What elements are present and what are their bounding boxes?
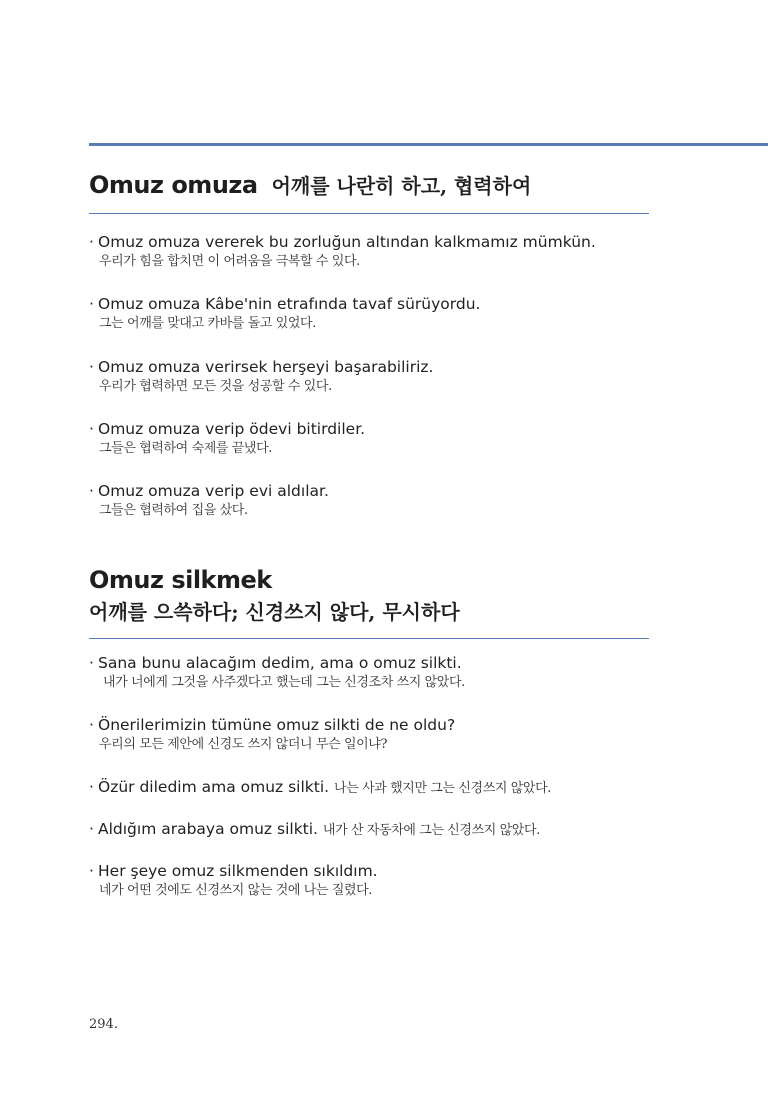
- idiom-meaning: 어깨를 으쓱하다; 신경쓰지 않다, 무시하다: [89, 600, 460, 624]
- example-korean: 네가 어떤 것에도 신경쓰지 않는 것에 나는 질렸다.: [99, 883, 373, 898]
- bullet: ·: [89, 295, 94, 313]
- bullet: ·: [89, 716, 94, 734]
- example-item: [89, 357, 649, 419]
- example-turkish: · Omuz omuza verirsek herşeyi başarabiliriz.: [89, 358, 434, 376]
- example-korean: 그는 어깨를 맞대고 카바를 돌고 있었다.: [99, 316, 316, 331]
- example-item: [89, 819, 649, 861]
- example-turkish: · Sana bunu alacağım dedim, ama o omuz silkti.: [89, 654, 462, 672]
- example-korean: 그들은 협력하여 숙제를 끝냈다.: [99, 441, 272, 456]
- example-korean: 내가 너에게 그것을 사주겠다고 했는데 그는 신경조차 쓰지 않았다.: [103, 675, 465, 690]
- example-item: [89, 294, 649, 357]
- example-turkish: · Omuz omuza vererek bu zorluğun altından kalkmamız mümkün.: [89, 233, 596, 251]
- heading-rule: [89, 638, 649, 639]
- example-turkish: · Omuz omuza verip ödevi bitirdiler.: [89, 420, 366, 438]
- section-heading: [89, 170, 649, 204]
- heading-rule: [89, 213, 649, 214]
- top-rule: [89, 143, 768, 146]
- example-korean: 우리의 모든 제안에 신경도 쓰지 않더니 무슨 일이냐?: [99, 737, 388, 752]
- section-omuz-silkmek: [89, 566, 649, 903]
- example-item: [89, 777, 649, 819]
- example-korean: 나는 사과 했지만 그는 신경쓰지 않았다.: [334, 781, 551, 796]
- bullet: ·: [89, 778, 94, 796]
- bullet: ·: [89, 862, 94, 880]
- example-turkish: · Özür diledim ama omuz silkti. 나는 사과 했지만 그는 신경쓰지 않았다.: [89, 778, 551, 796]
- example-item: [89, 653, 649, 715]
- bullet: ·: [89, 358, 94, 376]
- page-number: 294.: [89, 1017, 118, 1032]
- example-korean: 내가 산 자동차에 그는 신경쓰지 않았다.: [322, 823, 540, 838]
- idiom-title: Omuz silkmek: [89, 566, 272, 594]
- example-item: [89, 861, 649, 903]
- bullet: ·: [89, 820, 94, 838]
- example-list: [89, 653, 649, 903]
- example-turkish: · Önerilerimizin tümüne omuz silkti de ne oldu?: [89, 716, 456, 734]
- example-turkish: · Her şeye omuz silkmenden sıkıldım.: [89, 862, 378, 880]
- example-korean: 그들은 협력하여 집을 샀다.: [99, 503, 248, 518]
- bullet: ·: [89, 233, 94, 251]
- section-omuz-omuza: [89, 170, 649, 525]
- example-turkish: · Omuz omuza Kâbe'nin etrafında tavaf sürüyordu.: [89, 295, 481, 313]
- example-korean: 우리가 힘을 합치면 이 어려움을 극복할 수 있다.: [99, 254, 360, 269]
- example-korean: 우리가 협력하면 모든 것을 성공할 수 있다.: [99, 379, 332, 394]
- example-item: [89, 481, 649, 525]
- example-item: [89, 232, 649, 294]
- example-list: [89, 232, 649, 525]
- example-item: [89, 715, 649, 777]
- bullet: ·: [89, 654, 94, 672]
- bullet: ·: [89, 420, 94, 438]
- example-turkish: · Aldığım arabaya omuz silkti. 내가 산 자동차에 그는 신경쓰지 않았다.: [89, 820, 540, 838]
- example-item: [89, 419, 649, 481]
- idiom-meaning: 어깨를 나란히 하고, 협력하여: [271, 174, 532, 198]
- example-turkish: · Omuz omuza verip evi aldılar.: [89, 482, 329, 500]
- idiom-title: Omuz omuza: [89, 171, 258, 199]
- bullet: ·: [89, 482, 94, 500]
